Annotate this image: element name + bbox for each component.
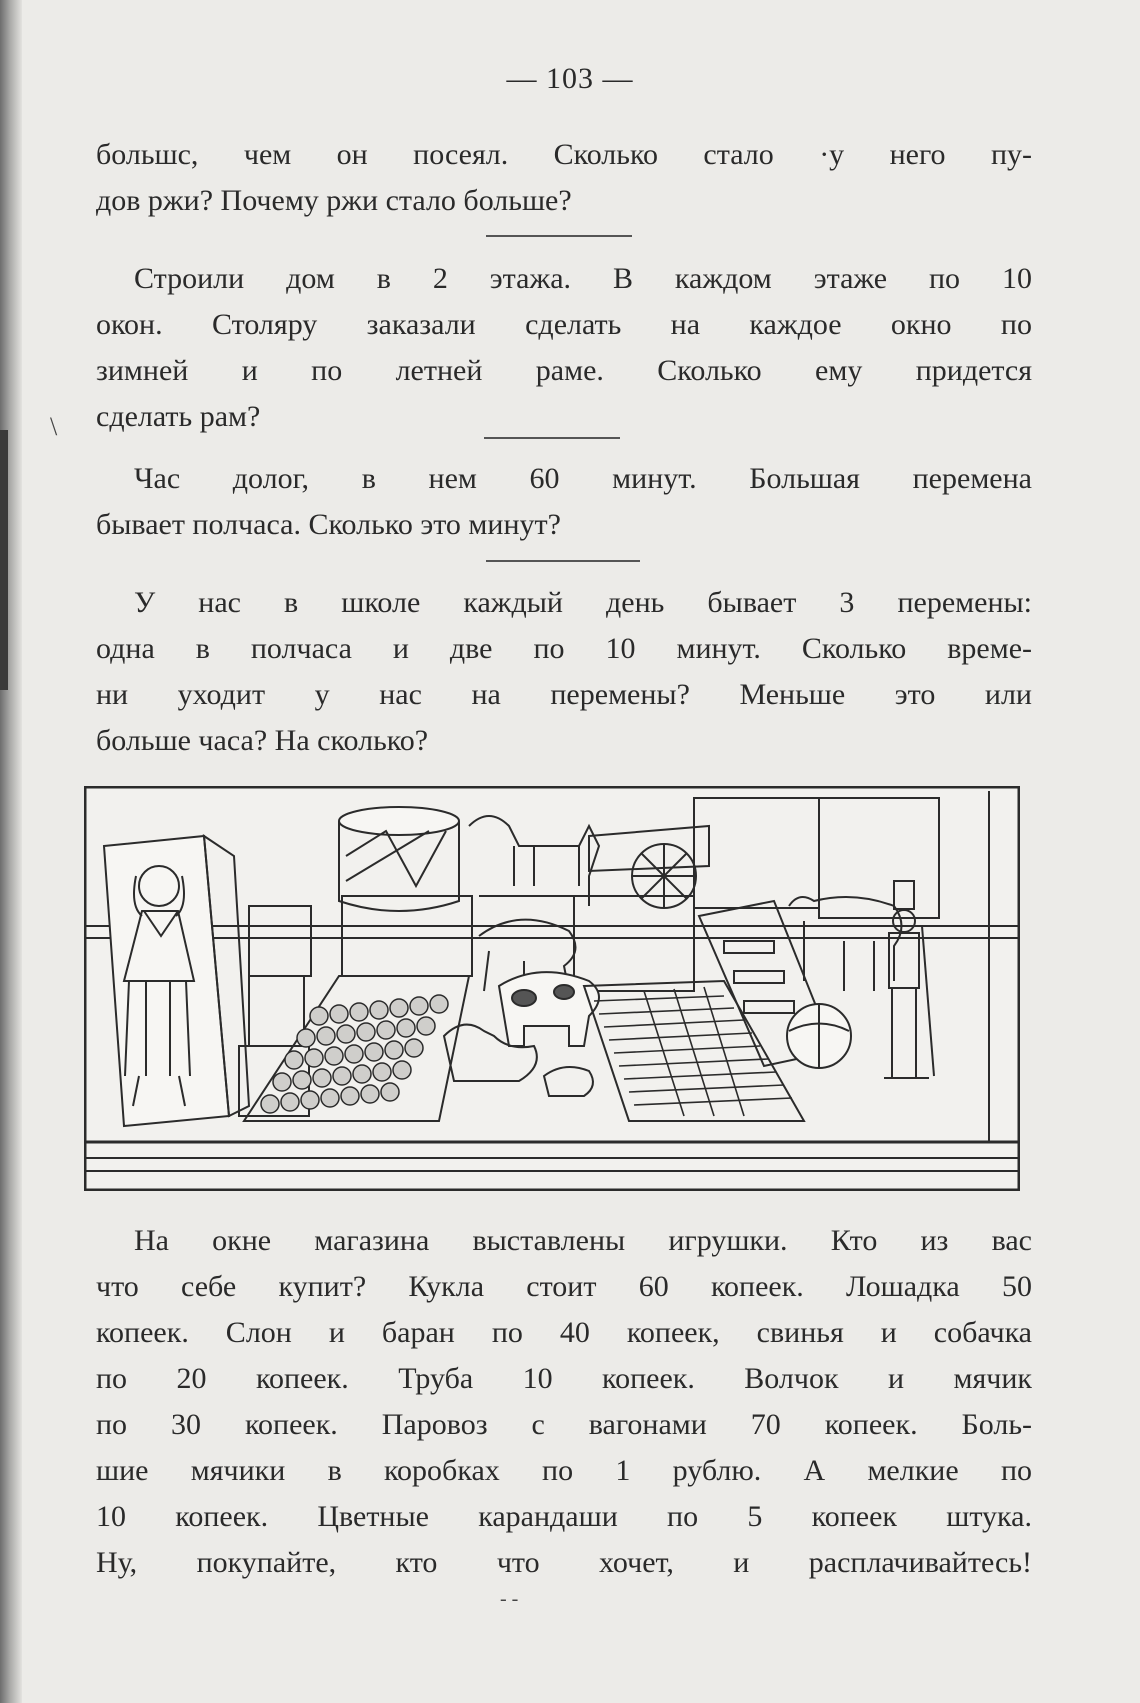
text-line: Ну, покупайте, кто что хочет, и расплачивайтесь! [96, 1546, 1032, 1579]
page-edge-shadow [0, 0, 22, 1703]
paragraph-5 [96, 1218, 1032, 1586]
page-edge-dark [0, 430, 8, 690]
text-line: большс, чем он посеял. Сколько стало ·у него пу- [96, 138, 1032, 171]
text-line: дов ржи? Почему ржи стало больше? [96, 184, 572, 217]
margin-tick: \ [50, 412, 58, 441]
paragraph-2 [96, 256, 1032, 440]
text-line: шие мячики в коробках по 1 рублю. А мелкие по [96, 1454, 1032, 1487]
section-divider [484, 437, 620, 439]
paragraph-3 [96, 456, 1032, 548]
text-line: Час долог, в нем 60 минут. Большая перемена [134, 462, 1032, 495]
text-line: одна в полчаса и две по 10 минут. Сколько време- [96, 632, 1032, 665]
text-line: На окне магазина выставлены игрушки. Кто из вас [134, 1224, 1032, 1257]
toy-shop-window-illustration [84, 786, 1020, 1191]
text-line: по 30 копеек. Паровоз с вагонами 70 копеек. Боль- [96, 1408, 1032, 1441]
text-line: больше часа? На сколько? [96, 724, 429, 757]
paragraph-4 [96, 580, 1032, 764]
text-line: 10 копеек. Цветные карандаши по 5 копеек штука. [96, 1500, 1032, 1533]
text-line: У нас в школе каждый день бывает 3 перемены: [134, 586, 1032, 619]
text-line: по 20 копеек. Труба 10 копеек. Волчок и мячик [96, 1362, 1032, 1395]
text-line: бывает полчаса. Сколько это минут? [96, 508, 561, 541]
page-number: — 103 — [506, 62, 634, 95]
text-line: окон. Столяру заказали сделать на каждое окно по [96, 308, 1032, 341]
text-line: копеек. Слон и баран по 40 копеек, свинья и собачка [96, 1316, 1032, 1349]
paragraph-1 [96, 132, 1032, 224]
smudge-mark: - - [500, 1588, 519, 1610]
text-line: Строили дом в 2 этажа. В каждом этаже по 10 [134, 262, 1032, 295]
section-divider [486, 235, 632, 237]
text-line: сделать рам? [96, 400, 261, 433]
text-line: ни уходит у нас на перемены? Меньше это или [96, 678, 1032, 711]
section-divider [486, 560, 640, 562]
text-line: что себе купит? Кукла стоит 60 копеек. Лошадка 50 [96, 1270, 1032, 1303]
text-line: зимней и по летней раме. Сколько ему придется [96, 354, 1032, 387]
